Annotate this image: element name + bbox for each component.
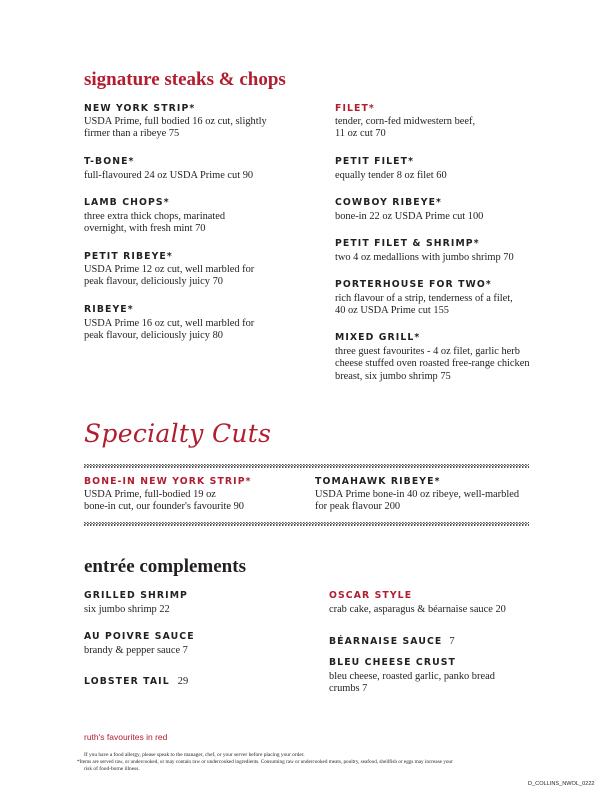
document-code: D_COLLINS_NWOL_0222 (528, 781, 595, 787)
menu-item-name: GRILLED SHRIMP (84, 590, 188, 601)
menu-item-name: BÉARNAISE SAUCE (329, 636, 443, 647)
menu-item-name: PETIT FILET* (335, 156, 415, 167)
menu-item-description: six jumbo shrimp 22 (84, 604, 170, 615)
menu-item-name: BLEU CHEESE CRUST (329, 657, 457, 668)
menu-item-name: T-BONE* (84, 156, 135, 167)
menu-item-name: MIXED GRILL* (335, 332, 421, 343)
menu-item-description: bleu cheese, roasted garlic, panko bread crumbs 7 (329, 671, 495, 695)
decorative-divider (84, 522, 529, 526)
menu-item-name: PETIT RIBEYE* (84, 251, 173, 262)
menu-item-name: TOMAHAWK RIBEYE* (315, 476, 441, 487)
menu-item-name: BONE-IN NEW YORK STRIP* (84, 476, 252, 487)
menu-item-description: full-flavoured 24 oz USDA Prime cut 90 (84, 170, 254, 181)
menu-item-name: LOBSTER TAIL (84, 676, 170, 687)
menu-item-description: tender, corn-fed midwestern beef, 11 oz cut 70 (335, 116, 476, 140)
menu-item-row (84, 671, 188, 689)
menu-item-description: equally tender 8 oz filet 60 (335, 170, 447, 181)
menu-item-name: LAMB CHOPS* (84, 197, 170, 208)
menu-item-name: COWBOY RIBEYE* (335, 197, 443, 208)
menu-item-row (329, 631, 455, 649)
menu-item-description: USDA Prime, full bodied 16 oz cut, slightly firmer than a ribeye 75 (84, 116, 267, 140)
menu-item-name: NEW YORK STRIP* (84, 103, 196, 114)
menu-item-description: USDA Prime, full-bodied 19 oz bone-in cut, our founder's favourite 90 (84, 489, 244, 513)
menu-item-name: PORTERHOUSE FOR TWO* (335, 279, 492, 290)
menu-item-price: 7 (449, 636, 455, 647)
section-title-specialty: Specialty Cuts (84, 419, 272, 448)
menu-item-price: 29 (177, 676, 189, 687)
favourites-note: ruth's favourites in red (84, 732, 168, 742)
menu-item-description: USDA Prime 16 oz cut, well marbled for peak flavour, deliciously juicy 80 (84, 318, 255, 342)
menu-item-description: three extra thick chops, marinated overnight, with fresh mint 70 (84, 211, 226, 235)
menu-item-description: USDA Prime 12 oz cut, well marbled for peak flavour, deliciously juicy 70 (84, 264, 255, 288)
menu-item-description: bone-in 22 oz USDA Prime cut 100 (335, 211, 484, 222)
menu-item-description: three guest favourites - 4 oz filet, garlic herb cheese stuffed oven roasted free-range chicken breast, six jumbo shrimp 75 (335, 346, 530, 382)
raw-food-warning: *Items are served raw, or undercooked, or may contain raw or undercooked ingredients. Consuming raw or undercooked meats, poultry, seafood, shellfish or eggs may increase your risk of food-borne illness. (77, 759, 453, 772)
decorative-divider (84, 464, 529, 468)
menu-item-name: AU POIVRE SAUCE (84, 631, 195, 642)
section-title-signature: signature steaks & chops (84, 69, 286, 90)
menu-item-name: FILET* (335, 103, 375, 114)
menu-item-description: USDA Prime bone-in 40 oz ribeye, well-marbled for peak flavour 200 (315, 489, 520, 513)
menu-item-description: brandy & pepper sauce 7 (84, 645, 188, 656)
menu-item-name: PETIT FILET & SHRIMP* (335, 238, 480, 249)
menu-item-description: rich flavour of a strip, tenderness of a filet, 40 oz USDA Prime cut 155 (335, 293, 513, 317)
menu-item-description: two 4 oz medallions with jumbo shrimp 70 (335, 252, 514, 263)
menu-item-name: OSCAR STYLE (329, 590, 413, 601)
menu-item-name: RIBEYE* (84, 304, 134, 315)
section-title-complements: entrée complements (84, 556, 246, 577)
allergy-notice: If you have a food allergy, please speak to the manager, chef, or your server before placing your order. (84, 752, 305, 758)
menu-item-description: crab cake, asparagus & béarnaise sauce 20 (329, 604, 506, 615)
